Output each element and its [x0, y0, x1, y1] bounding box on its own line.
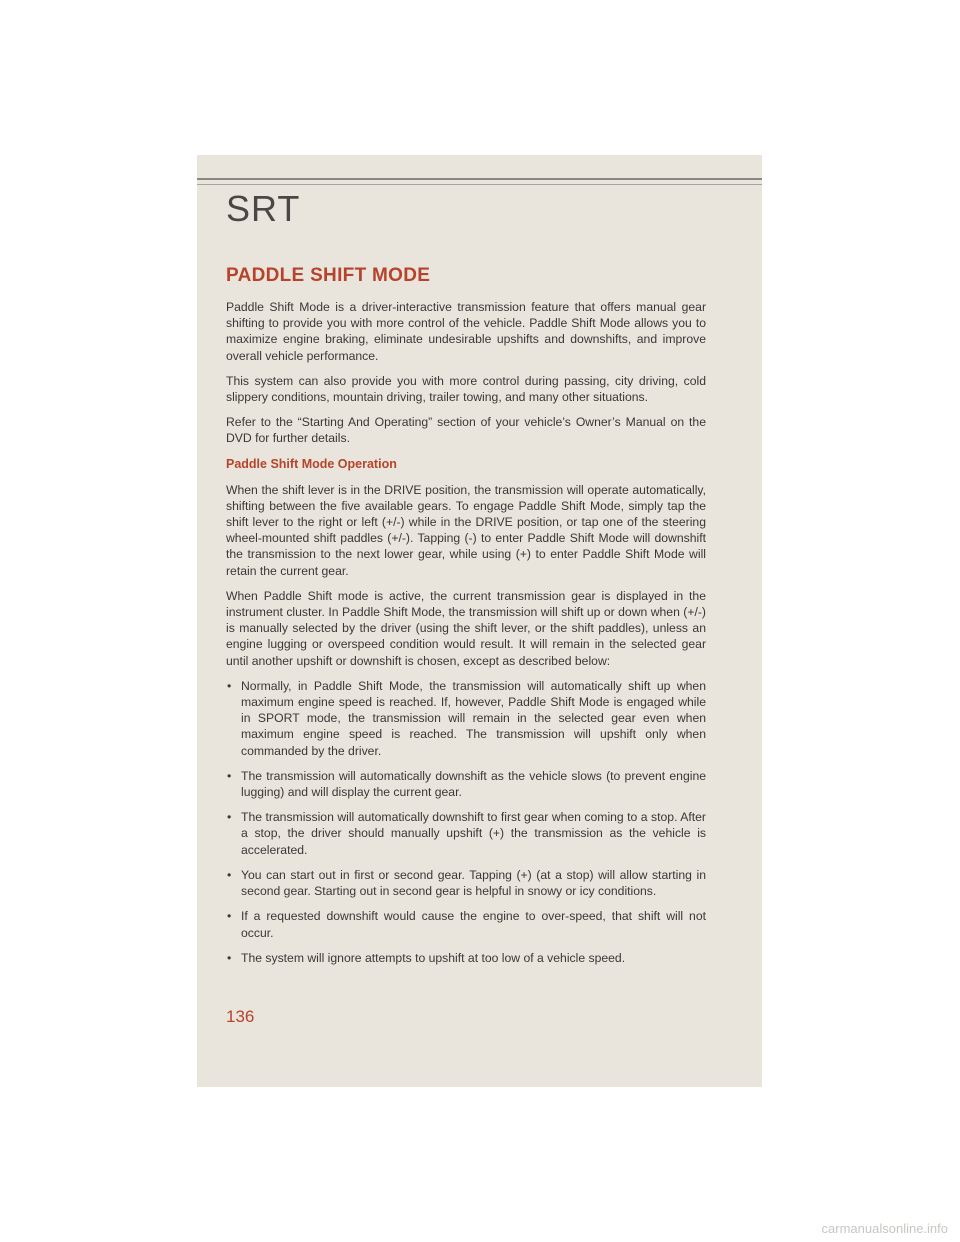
list-item-text: If a requested downshift would cause the engine to over-speed, that shift will not occur. [241, 909, 706, 940]
list-item-text: The system will ignore attempts to upshift at too low of a vehicle speed. [241, 950, 626, 965]
operation-paragraph: When Paddle Shift mode is active, the current transmission gear is displayed in the instrument cluster. In Paddle Shift Mode, the transmission will shift up or down when (+/-) is manually selected by the driver (using the shift lever, or the shift paddles), unless an engine lugging or overspeed condition would result. It will remain in the selected gear until another upshift or downshift is chosen, except as described below: [226, 588, 706, 668]
bullet-icon: • [227, 909, 232, 924]
article-body [226, 265, 706, 975]
article-title: PADDLE SHIFT MODE [226, 265, 431, 286]
intro-paragraph: Paddle Shift Mode is a driver-interactive transmission feature that offers manual gear shifting to provide you with more control of the vehicle. Paddle Shift Mode allows you to maximize engine braking, eliminate undesirable upshifts and downshifts, and improve overall vehicle performance. [226, 300, 706, 363]
operation-paragraph: When the shift lever is in the DRIVE position, the transmission will operate automatically, shifting between the five available gears. To engage Paddle Shift Mode, simply tap the shift lever to the right or left (+/-) while in the DRIVE position, or tap one of the steering wheel-mounted shift paddles (+/-). Tapping (-) to enter Paddle Shift Mode will downshift the transmission to the next lower gear, while using (+) to enter Paddle Shift Mode will retain the current gear. [226, 482, 706, 578]
bullet-icon: • [227, 678, 232, 693]
bullet-list [226, 678, 706, 966]
list-item [226, 809, 706, 858]
list-item [226, 768, 706, 800]
list-item-text: Normally, in Paddle Shift Mode, the transmission will automatically shift up when maximum engine speed is reached. If, however, Paddle Shift Mode is engaged while in SPORT mode, the transmission will remain in the selected gear even when maximum engine speed is reached. The transmission will upshift only when commanded by the driver. [241, 678, 706, 758]
bullet-icon: • [227, 810, 232, 825]
list-item [226, 908, 706, 940]
list-item [226, 678, 706, 759]
list-item [226, 950, 706, 966]
bullet-icon: • [227, 867, 232, 882]
article-subheading: Paddle Shift Mode Operation [226, 456, 397, 471]
manual-page [197, 155, 762, 1087]
watermark[interactable]: carmanualsonline.info [821, 1221, 948, 1236]
section-label: SRT [226, 188, 301, 229]
intro-paragraph: Refer to the “Starting And Operating” section of your vehicle’s Owner’s Manual on the DVD for further details. [226, 415, 706, 446]
list-item-text: You can start out in first or second gear. Tapping (+) (at a stop) will allow starting in second gear. Starting out in second gear is helpful in snowy or icy conditions. [241, 867, 706, 899]
header-rule-thin [197, 184, 762, 185]
header-rule [197, 178, 762, 180]
list-item-text: The transmission will automatically downshift as the vehicle slows (to prevent engine lugging) and will display the current gear. [241, 768, 706, 800]
list-item-text: The transmission will automatically downshift to first gear when coming to a stop. After a stop, the driver should manually upshift (+) the transmission as the vehicle is accelerated. [241, 810, 706, 857]
list-item [226, 867, 706, 899]
intro-paragraph: This system can also provide you with more control during passing, city driving, cold slippery conditions, mountain driving, trailer towing, and many other situations. [226, 373, 706, 405]
bullet-icon: • [227, 768, 232, 783]
page-number: 136 [226, 1007, 255, 1026]
bullet-icon: • [227, 950, 232, 965]
